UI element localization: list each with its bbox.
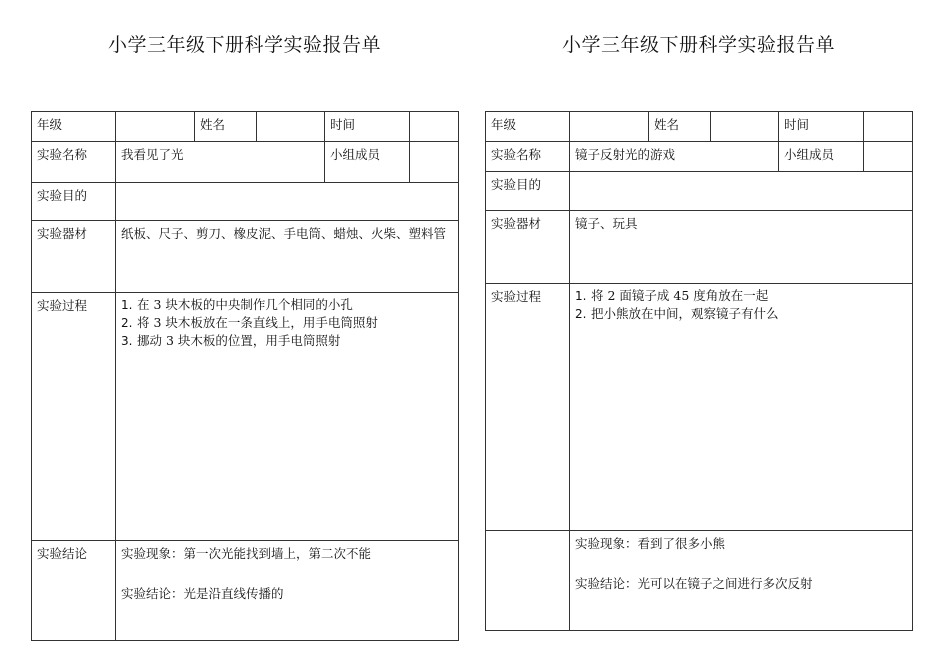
process-label: 实验过程 (32, 293, 116, 541)
process-steps (121, 296, 453, 350)
conclusion-text: 实验结论：光是沿直线传播的 (121, 586, 284, 601)
process-step: 2. 将 3 块木板放在一条直线上，用手电筒照射 (121, 315, 378, 330)
sheet-title: 小学三年级下册科学实验报告单 (107, 34, 381, 56)
name-label: 姓名 (195, 112, 257, 142)
phenomenon-text: 实验现象：看到了很多小熊 (575, 536, 726, 551)
conclusion-cell (116, 541, 459, 641)
experiment-name-value: 镜子反射光的游戏 (570, 142, 779, 172)
process-step: 1. 在 3 块木板的中央制作几个相同的小孔 (121, 297, 353, 312)
purpose-field[interactable] (570, 172, 913, 211)
group-members-field[interactable] (410, 142, 459, 183)
time-label: 时间 (325, 112, 410, 142)
equipment-value: 纸板、尺子、剪刀、橡皮泥、手电筒、蜡烛、火柴、塑料管 (116, 221, 459, 293)
report-form (31, 111, 459, 641)
name-field[interactable] (257, 112, 325, 142)
process-step: 1. 将 2 面镜子成 45 度角放在一起 (575, 288, 769, 303)
experiment-name-label: 实验名称 (486, 142, 570, 172)
grade-label: 年级 (32, 112, 116, 142)
conclusion-label (486, 531, 570, 631)
grade-field[interactable] (116, 112, 195, 142)
process-label: 实验过程 (486, 284, 570, 531)
time-field[interactable] (864, 112, 913, 142)
group-members-label: 小组成员 (779, 142, 864, 172)
conclusion-text: 实验结论：光可以在镜子之间进行多次反射 (575, 576, 813, 591)
sheet-title: 小学三年级下册科学实验报告单 (561, 34, 835, 56)
equipment-label: 实验器材 (32, 221, 116, 293)
experiment-name-label: 实验名称 (32, 142, 116, 183)
name-field[interactable] (711, 112, 779, 142)
process-cell (570, 284, 913, 531)
experiment-name-value: 我看见了光 (116, 142, 325, 183)
grade-label: 年级 (486, 112, 570, 142)
process-step: 2. 把小熊放在中间，观察镜子有什么 (575, 306, 779, 321)
purpose-label: 实验目的 (486, 172, 570, 211)
time-label: 时间 (779, 112, 864, 142)
phenomenon-text: 实验现象：第一次光能找到墙上，第二次不能 (121, 546, 372, 561)
process-step: 3. 挪动 3 块木板的位置，用手电筒照射 (121, 333, 341, 348)
grade-field[interactable] (570, 112, 649, 142)
purpose-label: 实验目的 (32, 183, 116, 221)
process-steps (575, 287, 907, 323)
group-members-label: 小组成员 (325, 142, 410, 183)
equipment-value: 镜子、玩具 (570, 211, 913, 284)
group-members-field[interactable] (864, 142, 913, 172)
name-label: 姓名 (649, 112, 711, 142)
conclusion-cell (570, 531, 913, 631)
purpose-field[interactable] (116, 183, 459, 221)
process-cell (116, 293, 459, 541)
time-field[interactable] (410, 112, 459, 142)
conclusion-label: 实验结论 (32, 541, 116, 641)
equipment-label: 实验器材 (486, 211, 570, 284)
report-form (485, 111, 913, 631)
